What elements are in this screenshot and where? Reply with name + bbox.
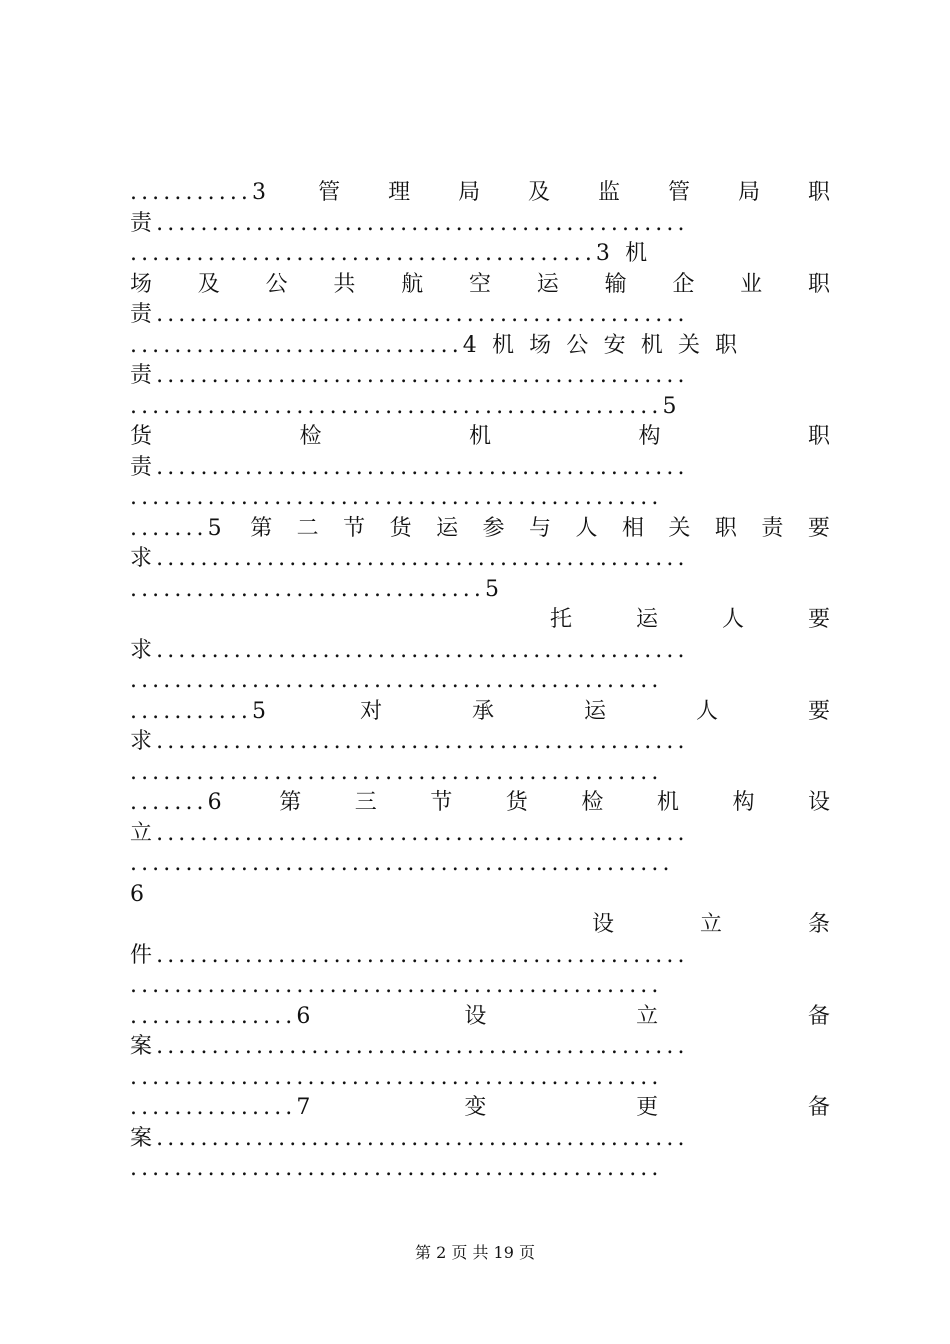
toc-line-part: 要	[807, 698, 830, 724]
toc-line-part: 企	[672, 271, 695, 297]
toc-line-part: 职	[807, 271, 830, 297]
toc-line: 6	[130, 881, 149, 907]
toc-line: ................................5	[130, 576, 504, 602]
toc-line: ................................................5	[130, 393, 681, 419]
toc-line-part: 立	[699, 912, 722, 937]
toc-line-part: 输	[604, 271, 627, 297]
toc-line-part: 及	[197, 271, 220, 297]
toc-line-part: 立	[636, 1003, 659, 1029]
toc-line-part: 货	[505, 790, 528, 815]
toc-line-part: 变	[464, 1095, 487, 1120]
toc-line: 责................................................	[130, 302, 689, 327]
toc-line: ................................................	[130, 1156, 663, 1181]
toc-line-part: 运	[436, 515, 459, 541]
toc-line-part: ...........5	[130, 698, 271, 724]
toc-line	[130, 514, 830, 544]
page-footer: 第 2 页 共 19 页	[415, 1243, 535, 1262]
toc-line: 案................................................	[130, 1034, 689, 1059]
toc-line	[130, 422, 830, 452]
toc-line: ..............................4 机 场 公 安 机 关 职	[130, 332, 742, 358]
toc-line: 件................................................	[130, 942, 689, 968]
toc-line-part: 设	[807, 790, 830, 815]
toc-line: ................................................	[130, 973, 663, 998]
toc-line-part: 共	[333, 271, 356, 297]
toc-line	[130, 1002, 830, 1032]
toc-line: 案................................................	[130, 1125, 689, 1151]
toc-line	[130, 270, 830, 300]
toc-line-part: 机	[656, 790, 679, 815]
toc-line	[130, 697, 830, 727]
toc-line-part: 运	[635, 607, 658, 632]
toc-line-part: 货	[389, 515, 412, 541]
toc-line-part: 职	[807, 180, 830, 205]
toc-line-part: 备	[807, 1003, 830, 1029]
toc-line: ................................................	[130, 668, 663, 693]
toc-line: .................................................	[130, 851, 674, 876]
toc-line-part: 更	[636, 1095, 659, 1120]
toc-line: 求................................................	[130, 729, 689, 754]
toc-line-part: 局	[458, 180, 481, 205]
toc-line	[130, 178, 830, 208]
toc-line-part: 备	[807, 1095, 830, 1120]
toc-line-part: 关	[668, 515, 691, 541]
toc-line-part: 要	[807, 515, 830, 541]
toc-line-part: 节	[430, 790, 453, 815]
toc-line-part: 节	[343, 515, 366, 541]
toc-line-part: 职	[714, 515, 737, 541]
toc-line-part: 货	[130, 424, 153, 449]
toc-line-part: 管	[668, 180, 691, 205]
toc-line-part: 运	[536, 271, 559, 297]
toc-line-part: 第	[279, 790, 302, 815]
toc-line-part: 理	[388, 180, 411, 205]
toc-line	[130, 605, 830, 635]
toc-line: 求................................................	[130, 637, 689, 663]
toc-line-part: 职	[807, 424, 830, 449]
toc-line-part: 及	[528, 180, 551, 205]
toc-line-part: 二	[296, 515, 319, 541]
toc-line-part: 公	[265, 271, 288, 297]
toc-line-part: 管	[318, 180, 341, 205]
toc-line	[130, 1093, 830, 1123]
toc-line-part: 运	[584, 698, 607, 724]
toc-line: 责................................................	[130, 454, 689, 480]
toc-line-part: 托	[549, 607, 572, 632]
toc-line-part: 人	[695, 698, 718, 724]
toc-line-part: 承	[472, 698, 495, 724]
toc-line-part: 三	[354, 790, 377, 815]
toc-line	[130, 788, 830, 818]
toc-line-part: 设	[591, 912, 614, 937]
toc-line-part: 检	[581, 790, 604, 815]
toc-line-part: 设	[464, 1003, 487, 1029]
toc-line-part: 参	[482, 515, 505, 541]
toc-line-part: 要	[807, 607, 830, 632]
toc-line-part: ...........3	[130, 180, 271, 205]
toc-line: ................................................	[130, 759, 663, 785]
toc-line-part: 与	[529, 515, 552, 541]
toc-line-part: ...............6	[130, 1003, 315, 1029]
toc-line-part: .......6	[130, 790, 226, 815]
toc-line-part: 航	[401, 271, 424, 297]
toc-line-part: 对	[360, 698, 383, 724]
toc-line-part: 检	[299, 424, 322, 449]
toc-line-part: 条	[807, 912, 830, 937]
toc-line-part: 业	[740, 271, 763, 297]
toc-line-part: 相	[621, 515, 644, 541]
toc-line	[130, 910, 830, 940]
toc-line: 责................................................	[130, 363, 689, 388]
toc-line-part: 监	[598, 180, 621, 205]
toc-line: 立................................................	[130, 820, 689, 846]
toc-line: ..........................................3 机	[130, 241, 652, 266]
toc-line-part: 构	[732, 790, 755, 815]
toc-line: 求................................................	[130, 546, 689, 571]
toc-line-part: 责	[761, 515, 784, 541]
toc-line-part: 机	[468, 424, 491, 449]
toc-line-part: 构	[638, 424, 661, 449]
toc-line-part: 场	[130, 271, 153, 297]
toc-line-part: 人	[721, 607, 744, 632]
toc-line-part: 第	[250, 515, 273, 541]
toc-line-part: .......5	[130, 515, 226, 541]
toc-line-part: ...............7	[130, 1095, 315, 1120]
toc-line-part: 空	[468, 271, 491, 297]
toc-line-part: 人	[575, 515, 598, 541]
toc-line-part: 局	[738, 180, 761, 205]
toc-line: ................................................	[130, 1064, 663, 1090]
toc-line: 责................................................	[130, 210, 689, 236]
toc-line: ................................................	[130, 485, 663, 510]
